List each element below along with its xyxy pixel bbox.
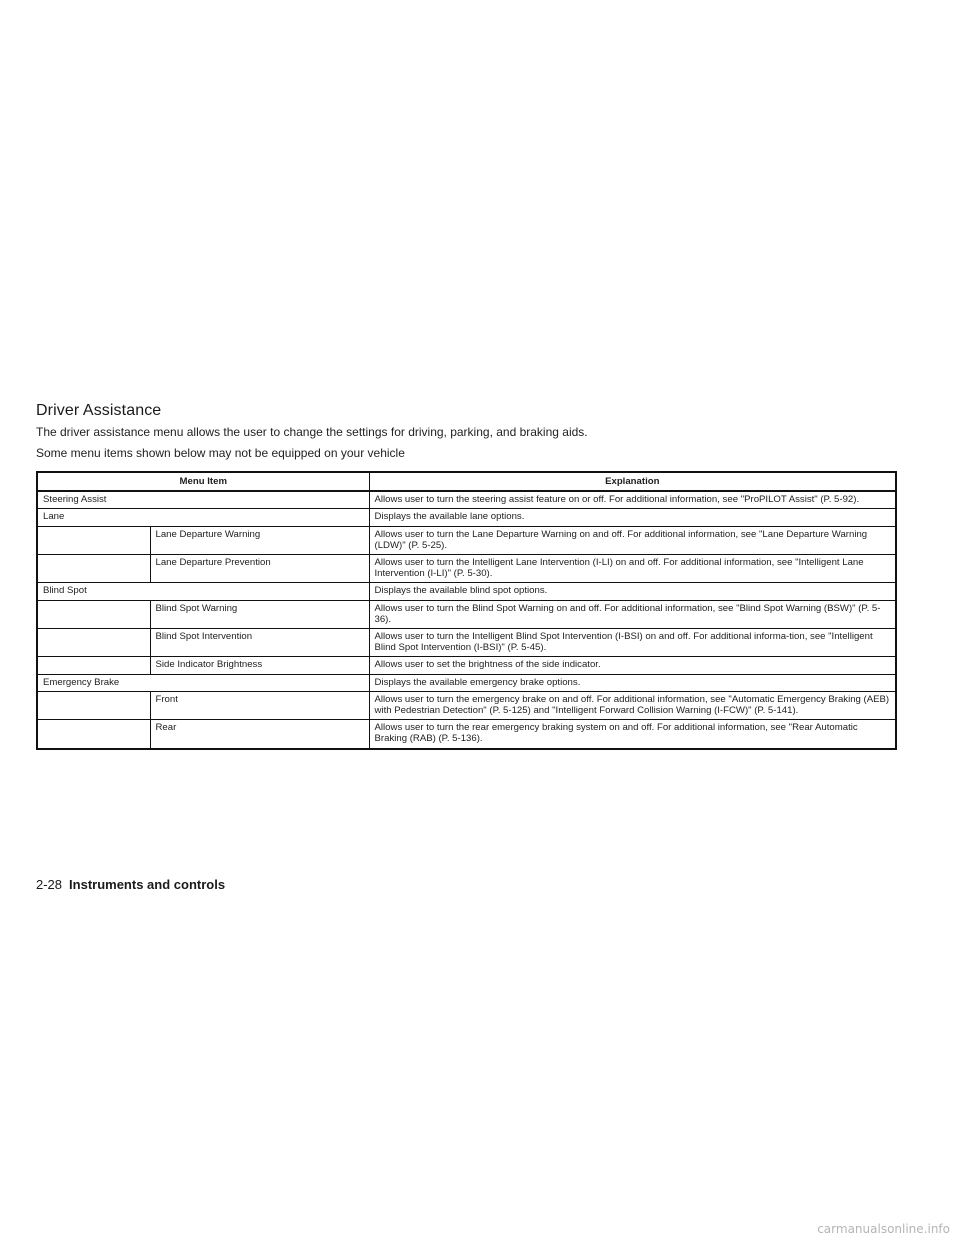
submenu-item-cell: Rear bbox=[150, 720, 369, 749]
equipment-note: Some menu items shown below may not be equipped on your vehicle bbox=[36, 446, 405, 460]
table-header-row bbox=[37, 472, 896, 491]
explanation-cell: Allows user to turn the Intelligent Blind Spot Intervention (I-BSI) on and off. For additional informa-tion, see "Intelligent Blind Spot Intervention (I-BSI)" (P. 5-45). bbox=[369, 629, 896, 657]
explanation-cell: Displays the available blind spot options. bbox=[369, 583, 896, 600]
submenu-item-cell: Lane Departure Prevention bbox=[150, 555, 369, 583]
explanation-cell: Allows user to turn the rear emergency braking system on and off. For additional information, see "Rear Automatic Braking (RAB) (P. 5-136). bbox=[369, 720, 896, 749]
table-row-side-indicator-brightness bbox=[37, 657, 896, 674]
explanation-cell: Allows user to turn the Lane Departure Warning on and off. For additional information, see "Lane Departure Warning (LDW)" (P. 5-25). bbox=[369, 526, 896, 554]
menu-item-cell: Blind Spot bbox=[37, 583, 369, 600]
explanation-cell: Allows user to turn the Intelligent Lane Intervention (I-LI) on and off. For additional information, see "Intelligent Lane Intervention (I-LI)" (P. 5-30). bbox=[369, 555, 896, 583]
submenu-item-cell: Front bbox=[150, 691, 369, 719]
header-menu-item: Menu Item bbox=[37, 472, 369, 491]
explanation-cell: Allows user to turn the steering assist feature on or off. For additional information, see "ProPILOT Assist" (P. 5-92). bbox=[369, 491, 896, 509]
indent-cell bbox=[37, 600, 150, 628]
submenu-item-cell: Side Indicator Brightness bbox=[150, 657, 369, 674]
submenu-item-cell: Lane Departure Warning bbox=[150, 526, 369, 554]
table-row-lane-departure-prevention bbox=[37, 555, 896, 583]
indent-cell bbox=[37, 720, 150, 749]
page-number: 2-28 bbox=[36, 877, 63, 892]
section-title: Driver Assistance bbox=[36, 402, 162, 419]
intro-paragraph: The driver assistance menu allows the user to change the settings for driving, parking, and braking aids. bbox=[36, 425, 588, 439]
table-row-blind-spot-warning bbox=[37, 600, 896, 628]
indent-cell bbox=[37, 691, 150, 719]
indent-cell bbox=[37, 629, 150, 657]
watermark: carmanualsonline.info bbox=[817, 1222, 950, 1236]
table-row-blind-spot bbox=[37, 583, 896, 600]
table-row-front bbox=[37, 691, 896, 719]
table-row-steering-assist bbox=[37, 491, 896, 509]
menu-item-cell: Steering Assist bbox=[37, 491, 369, 509]
explanation-cell: Displays the available lane options. bbox=[369, 509, 896, 526]
explanation-cell: Displays the available emergency brake options. bbox=[369, 674, 896, 691]
indent-cell bbox=[37, 555, 150, 583]
explanation-cell: Allows user to set the brightness of the side indicator. bbox=[369, 657, 896, 674]
table-row-rear bbox=[37, 720, 896, 749]
submenu-item-cell: Blind Spot Warning bbox=[150, 600, 369, 628]
driver-assistance-menu-table bbox=[36, 471, 897, 750]
submenu-item-cell: Blind Spot Intervention bbox=[150, 629, 369, 657]
explanation-cell: Allows user to turn the emergency brake on and off. For additional information, see "Automatic Emergency Braking (AEB) with Pedestrian Detection" (P. 5-125) and "Intelligent Forward Collision Warning (I-FCW)" (P. 5-141). bbox=[369, 691, 896, 719]
table-row-emergency-brake bbox=[37, 674, 896, 691]
table-row-lane bbox=[37, 509, 896, 526]
table-row-blind-spot-intervention bbox=[37, 629, 896, 657]
indent-cell bbox=[37, 657, 150, 674]
explanation-cell: Allows user to turn the Blind Spot Warning on and off. For additional information, see "Blind Spot Warning (BSW)" (P. 5-36). bbox=[369, 600, 896, 628]
indent-cell bbox=[37, 526, 150, 554]
page-footer bbox=[36, 877, 225, 892]
table-row-lane-departure-warning bbox=[37, 526, 896, 554]
header-explanation: Explanation bbox=[369, 472, 896, 491]
menu-item-cell: Lane bbox=[37, 509, 369, 526]
chapter-title: Instruments and controls bbox=[69, 877, 226, 892]
menu-item-cell: Emergency Brake bbox=[37, 674, 369, 691]
